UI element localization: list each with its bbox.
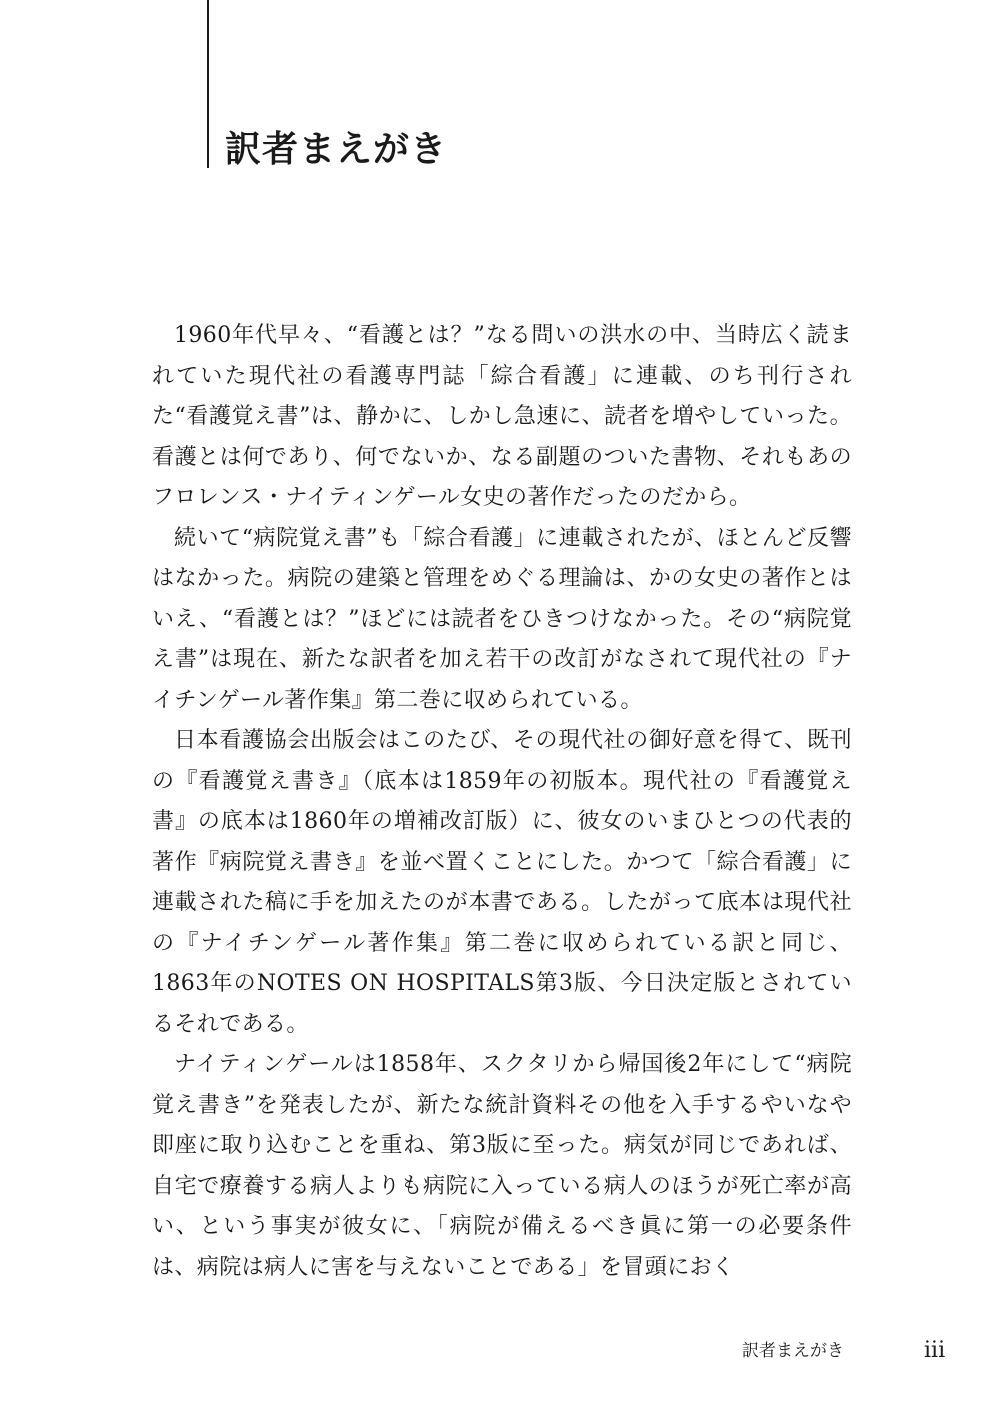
paragraph-2: 続いて“病院覚え書”も「綜合看護」に連載されたが、ほとんど反響はなかった。病院の建築と管理をめぐる理論は、かの女史の著作とはいえ、“看護とは？”ほどには読者をひきつけなかった。その“病院覚え書”は現在、新たな訳者を加え若干の改訂がなされて現代社の『ナイチンゲール著作集』第二巻に収められている。 [152,525,852,713]
body-text [152,316,852,1288]
paragraph-4: ナイティンゲールは1858年、スクタリから帰国後2年にして“病院覚え書き”を発表したが、新たな統計資料その他を入手するやいなや即座に取り込むことを重ね、第3版に至った。病気が同じであれば、自宅で療養する病人よりも病院に入っている病人のほうが死亡率が高い、という事実が彼女に、「病院が備えるべき眞に第一の必要条件は、病院は病人に害を与えないことである」を冒頭におく [152,1052,852,1280]
paragraph-1: 1960年代早々、“看護とは？”なる問いの洪水の中、当時広く読まれていた現代社の看護専門誌「綜合看護」に連載、のち刊行された“看護覚え書”は、静かに、しかし急速に、読者を増やしていった。看護とは何であり、何でないか、なる副題のついた書物、それもあのフロレンス・ナイティンゲール女史の著作だったのだから。 [152,323,852,510]
chapter-title: 訳者まえがき [225,128,448,170]
page-number: iii [924,1338,946,1363]
title-vertical-rule [207,0,209,168]
paragraph-3: 日本看護協会出版会はこのたび、その現代社の御好意を得て、既刊の『看護覚え書き』（底本は1859年の初版本。現代社の『看護覚え書』の底本は1860年の増補改訂版）に、彼女のいまひとつの代表的著作『病院覚え書き』を並べ置くことにした。かつて「綜合看護」に連載された稿に手を加えたのが本書である。したがって底本は現代社の『ナイチンゲール著作集』第二巻に収められている訳と同じ、1863年のNOTES ON HOSPITALS第3版、今日決定版とされているそれである。 [152,728,852,1037]
running-head: 訳者まえがき [742,1341,844,1361]
